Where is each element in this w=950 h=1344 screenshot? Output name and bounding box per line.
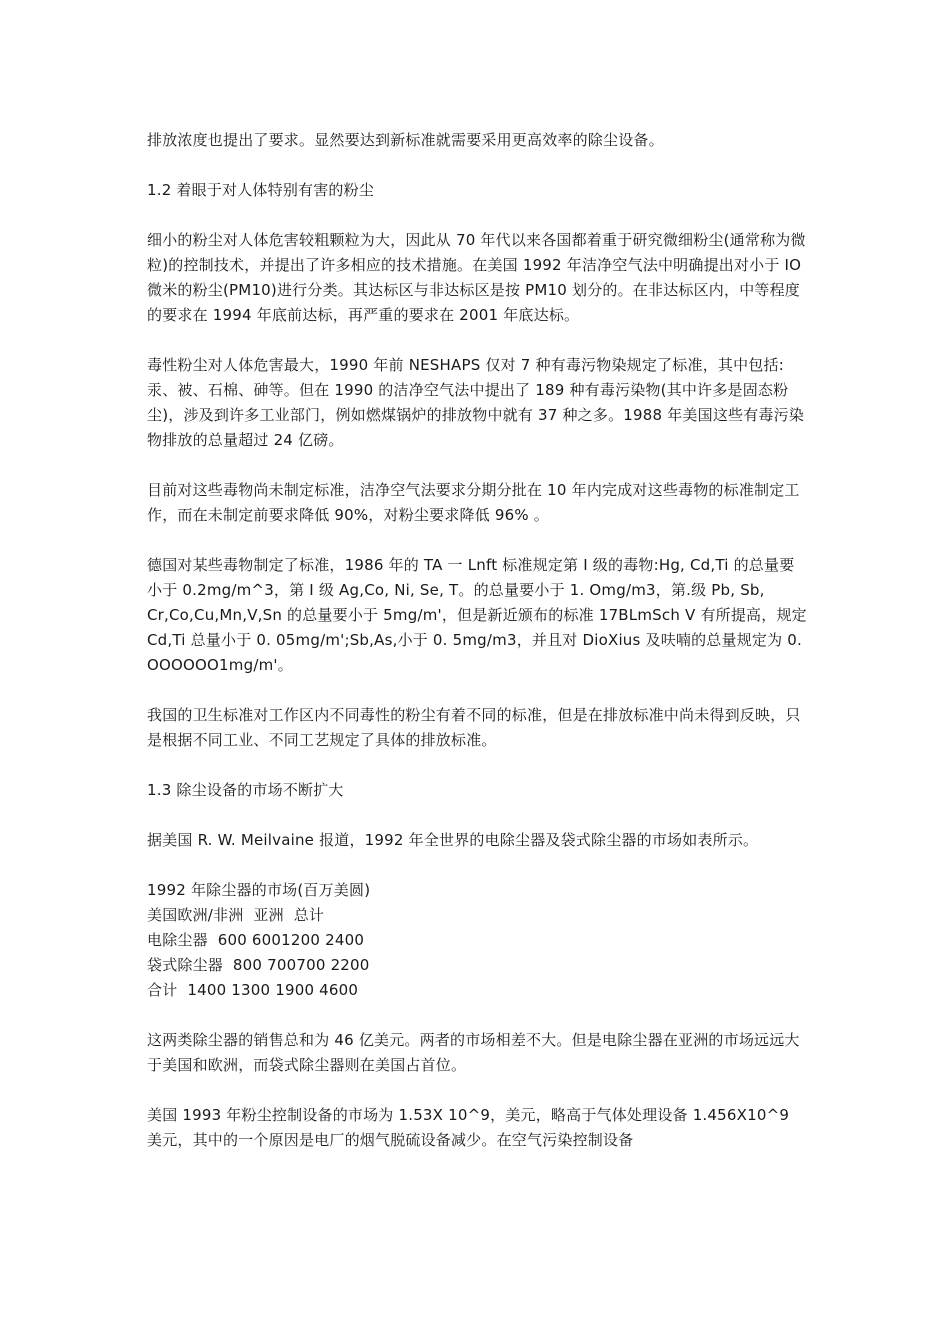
- table-row: 电除尘器 600 6001200 2400: [147, 931, 365, 949]
- section-heading-1-2: 1.2 着眼于对人体特别有害的粉尘: [147, 181, 375, 199]
- paragraph-top: 排放浓度也提出了要求。显然要达到新标准就需要采用更高效率的除尘设备。: [147, 131, 664, 149]
- table-caption: 1992 年除尘器的市场(百万美圆): [147, 881, 371, 899]
- market-table: [147, 878, 807, 1003]
- table-header-row: 美国欧洲/非洲 亚洲 总计: [147, 906, 325, 924]
- table-row: 合计 1400 1300 1900 4600: [147, 981, 359, 999]
- paragraph: 目前对这些毒物尚未制定标准，洁净空气法要求分期分批在 10 年内完成对这些毒物的标准制定工作，而在未制定前要求降低 90%，对粉尘要求降低 96% 。: [147, 481, 800, 524]
- table-row: 袋式除尘器 800 700700 2200: [147, 956, 370, 974]
- paragraph: 细小的粉尘对人体危害较粗颗粒为大，因此从 70 年代以来各国都着重于研究微细粉尘(通常称为微粒)的控制技术，并提出了许多相应的技术措施。在美国 1992 年洁净空气法中明确提出对小于 IO 微米的粉尘(PM10)进行分类。其达标区与非达标区是按 PM10 划分的。在非达标区内，中等程度的要求在 1994 年底前达标，再严重的要求在 2001 年底达标。: [147, 231, 806, 324]
- section-heading-1-3: 1.3 除尘设备的市场不断扩大: [147, 781, 344, 799]
- paragraph: 毒性粉尘对人体危害最大，1990 年前 NESHAPS 仅对 7 种有毒污物染规定了标准，其中包括:汞、被、石棉、砷等。但在 1990 的洁净空气法中提出了 189 种有毒污染物(其中许多是固态粉尘)，涉及到许多工业部门，例如燃煤锅炉的排放物中就有 37 种之多。1988 年美国这些有毒污染物排放的总量超过 24 亿磅。: [147, 356, 805, 449]
- paragraph: 我国的卫生标准对工作区内不同毒性的粉尘有着不同的标准，但是在排放标准中尚未得到反映，只是根据不同工业、不同工艺规定了具体的排放标准。: [147, 706, 801, 749]
- paragraph: 这两类除尘器的销售总和为 46 亿美元。两者的市场相差不大。但是电除尘器在亚洲的市场远远大于美国和欧洲，而袋式除尘器则在美国占首位。: [147, 1031, 800, 1074]
- paragraph: 德国对某些毒物制定了标准，1986 年的 TA 一 Lnft 标准规定第 I 级的毒物:Hg, Cd,Ti 的总量要小于 0.2mg/m^3，第 I 级 Ag,Co, Ni, Se, T。的总量要小于 1. Omg/m3，第.级 Pb, Sb, Cr,Co,Cu,Mn,V,Sn 的总量要小于 5mg/m'，但是新近颁布的标准 17BLmSch V 有所提高，规定 Cd,Ti 总量小于 0. 05mg/m';Sb,As,小于 0. 5mg/m3，并且对 DioXius 及呋喃的总量规定为 0. OOOOOO1mg/m'。: [147, 556, 807, 674]
- paragraph: 美国 1993 年粉尘控制设备的市场为 1.53X 10^9，美元，略高于气体处理设备 1.456X10^9 美元，其中的一个原因是电厂的烟气脱硫设备减少。在空气污染控制设备: [147, 1106, 790, 1149]
- paragraph: 据美国 R. W. Meilvaine 报道，1992 年全世界的电除尘器及袋式除尘器的市场如表所示。: [147, 831, 759, 849]
- document-body: [147, 128, 807, 1178]
